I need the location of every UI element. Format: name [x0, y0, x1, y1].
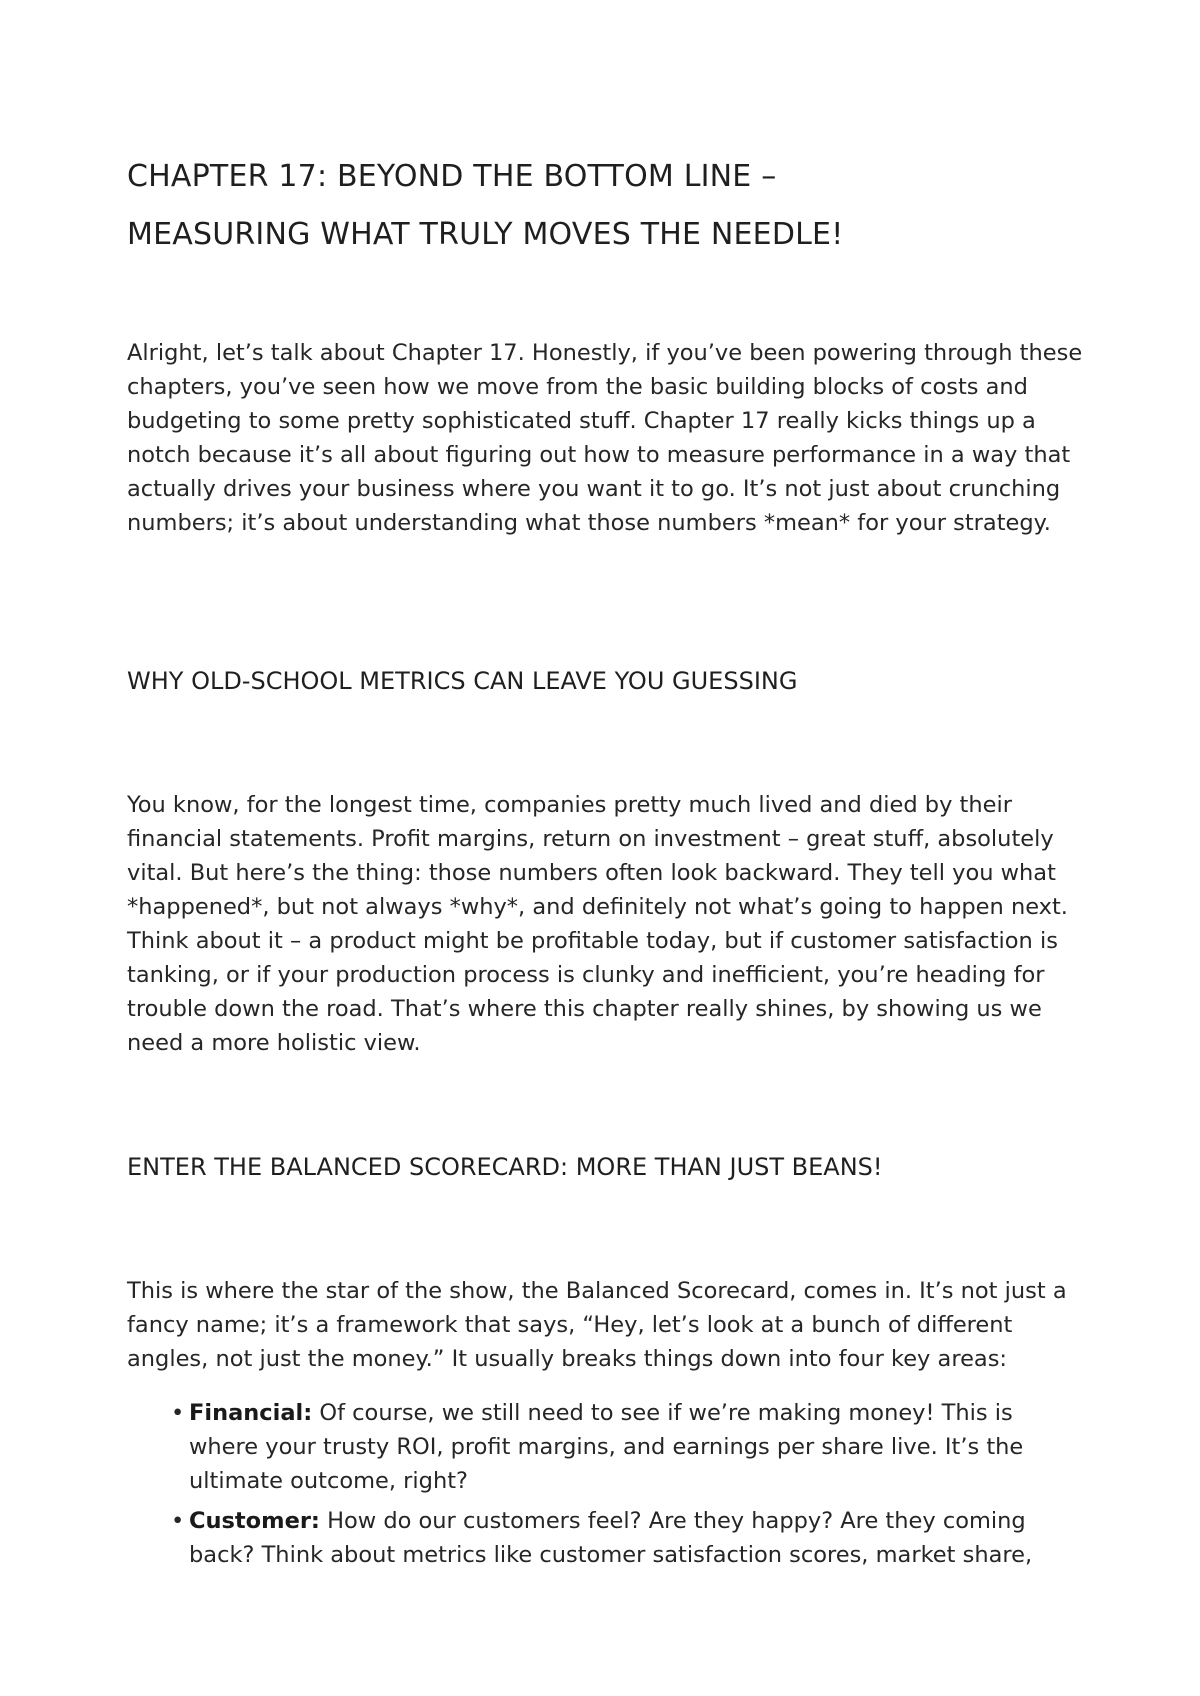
list-item-text: How do our customers feel? Are they happy? Are they coming back? Think about metrics like customer satisfaction scores, market share, [189, 1508, 1033, 1568]
section-heading-old-school-metrics: WHY OLD-SCHOOL METRICS CAN LEAVE YOU GUESSING [127, 667, 798, 695]
chapter-title [127, 148, 1087, 264]
old-school-metrics-paragraph: You know, for the longest time, companies pretty much lived and died by their financial statements. Profit margins, return on investment – great stuff, absolutely vital. But here’s the thing: those numbers often look backward. They tell you what *happened*, but not always *why*, and definitely not what’s going to happen next. Think about it – a product might be profitable today, but if customer satisfaction is tanking, or if your production process is clunky and inefficient, you’re heading for trouble down the road. That’s where this chapter really shines, by showing us we need a more holistic view. [127, 792, 1068, 1056]
list-item-text: Of course, we still need to see if we’re making money! This is where your trusty ROI, profit margins, and earnings per share live. It’s the ultimate outcome, right? [189, 1400, 1024, 1494]
list-item-customer [171, 1504, 1087, 1572]
bullet-icon: • [171, 1400, 185, 1426]
intro-paragraph: Alright, let’s talk about Chapter 17. Honestly, if you’ve been powering through these chapters, you’ve seen how we move from the basic building blocks of costs and budgeting to some pretty sophisticated stuff. Chapter 17 really kicks things up a notch because it’s all about figuring out how to measure performance in a way that actually drives your business where you want it to go. It’s not just about crunching numbers; it’s about understanding what those numbers *mean* for your strategy. [127, 340, 1083, 536]
chapter-title-line-1: CHAPTER 17: BEYOND THE BOTTOM LINE – [127, 159, 777, 194]
bullet-icon: • [171, 1508, 185, 1534]
list-item-term: Financial: [189, 1400, 313, 1426]
list-item-term: Customer: [189, 1508, 320, 1534]
section-heading-balanced-scorecard: ENTER THE BALANCED SCORECARD: MORE THAN JUST BEANS! [127, 1153, 883, 1181]
chapter-title-line-2: MEASURING WHAT TRULY MOVES THE NEEDLE! [127, 217, 844, 252]
scorecard-areas-list [171, 1396, 1087, 1578]
list-item-financial [171, 1396, 1087, 1498]
balanced-scorecard-paragraph: This is where the star of the show, the Balanced Scorecard, comes in. It’s not just a fancy name; it’s a framework that says, “Hey, let’s look at a bunch of different angles, not just the money.” It usually breaks things down into four key areas: [127, 1278, 1067, 1372]
